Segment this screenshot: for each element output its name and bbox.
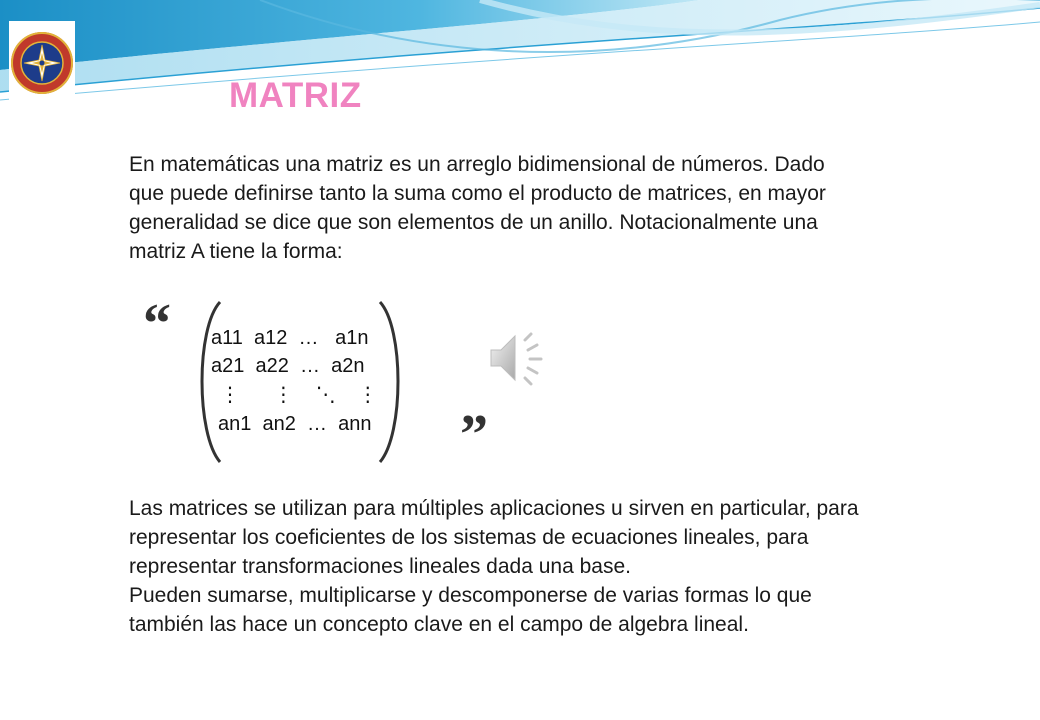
matrix-row-2: a21 a22 … a2n xyxy=(211,355,365,377)
body-paragraph xyxy=(129,494,859,639)
university-seal-icon xyxy=(9,21,75,107)
opening-quote: “ xyxy=(143,293,171,355)
body-paragraph-2: Pueden sumarse, multiplicarse y descomponerse de varias formas lo que también las hace un concepto clave en el campo de algebra lineal. xyxy=(129,584,812,636)
matrix-row-1: a11 a12 … a1n xyxy=(211,327,369,349)
speaker-icon[interactable] xyxy=(485,326,551,390)
matrix-row-4: an1 an2 … ann xyxy=(218,413,372,435)
closing-quote: ” xyxy=(460,404,488,466)
body-paragraph-1: Las matrices se utilizan para múltiples aplicaciones u sirven en particular, para representar los coeficientes de los sistemas de ecuaciones lineales, para representar transformaciones lineales dada una base. xyxy=(129,497,859,578)
slide-title: MATRIZ xyxy=(229,76,362,115)
header-wave-decoration xyxy=(0,0,1040,110)
intro-paragraph: En matemáticas una matriz es un arreglo bidimensional de números. Dado que puede definirse tanto la suma como el producto de matrices, en mayor generalidad se dice que son elementos de un anillo. Notacionalmente una matriz A tiene la forma: xyxy=(129,153,826,263)
matrix-row-3: ⋮ ⋮ ⋱ ⋮ xyxy=(220,384,378,406)
university-logo xyxy=(9,21,75,107)
